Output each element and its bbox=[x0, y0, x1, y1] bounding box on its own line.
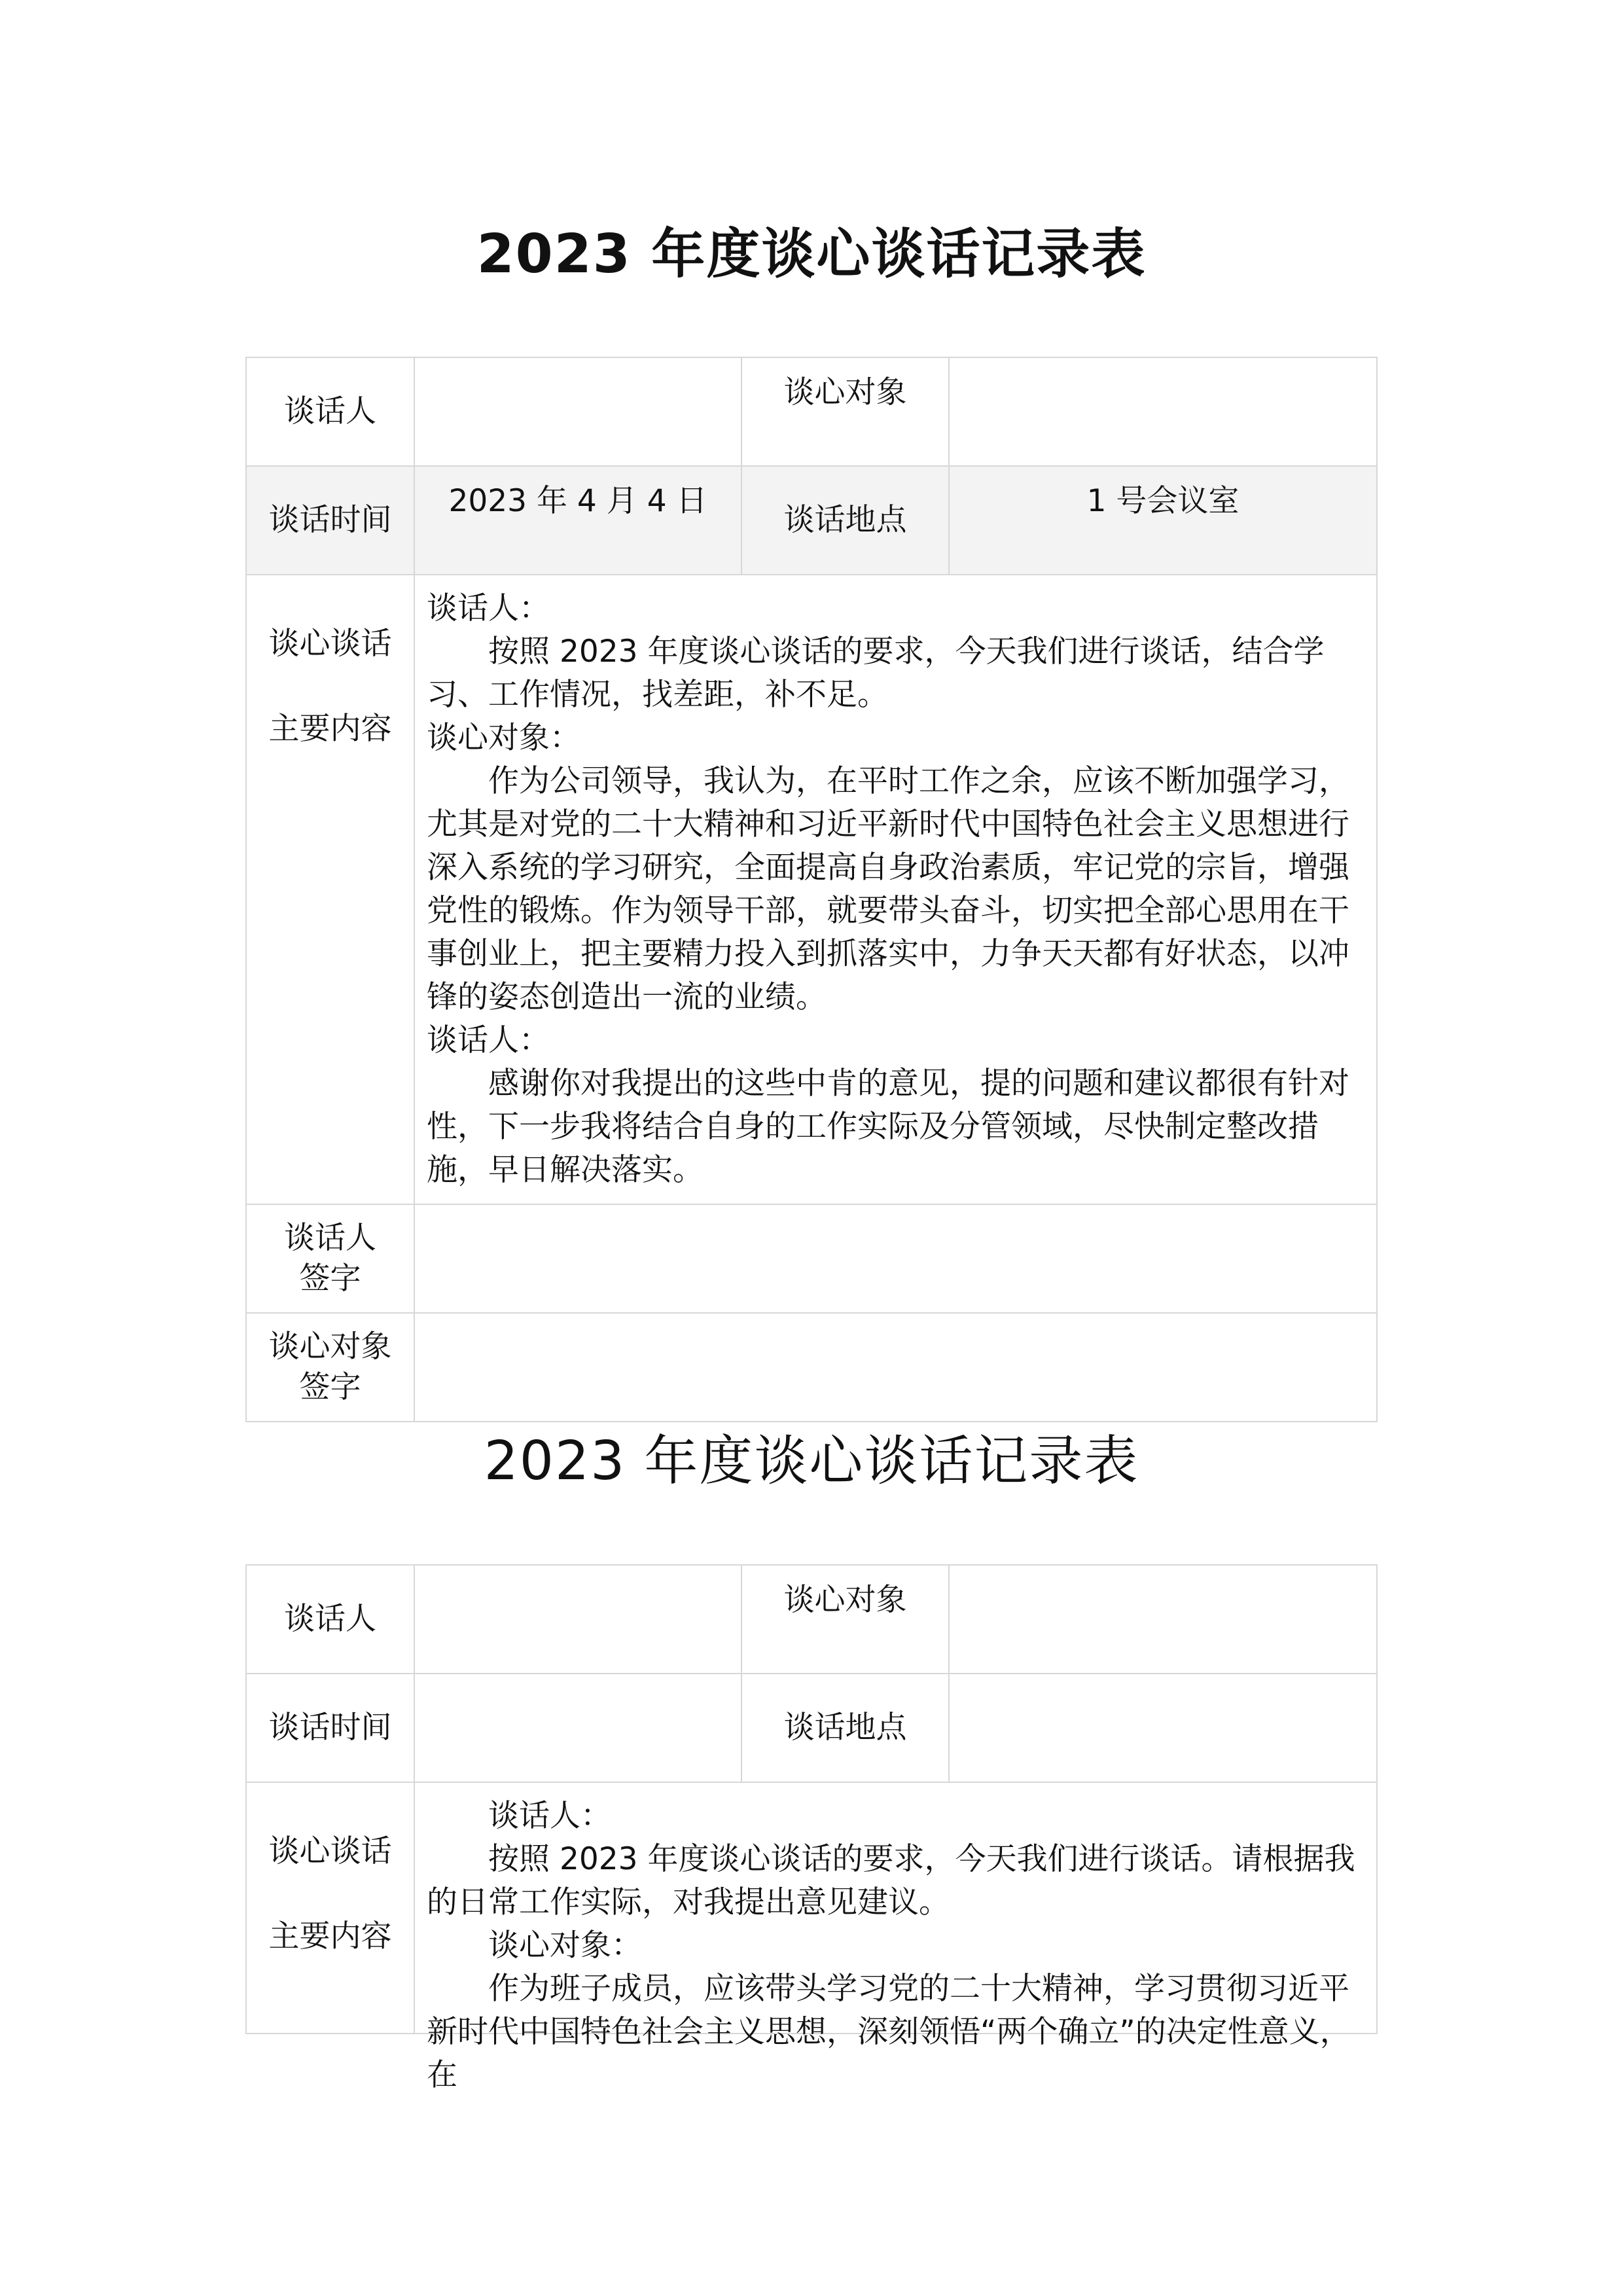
talk-record-table bbox=[245, 357, 1378, 1422]
target-sign-value[interactable] bbox=[414, 1313, 1377, 1422]
content-label bbox=[246, 575, 414, 1204]
talker-sign-label-line1: 谈话人 bbox=[284, 1220, 376, 1256]
target-value[interactable] bbox=[949, 1565, 1377, 1674]
page-title-second: 2023 年度谈心谈话记录表 bbox=[484, 1430, 1139, 1492]
content-label-line1: 谈心谈话 bbox=[268, 1833, 392, 1869]
time-value[interactable] bbox=[414, 1674, 741, 1782]
content-label-line2: 主要内容 bbox=[268, 711, 392, 747]
place-label: 谈话地点 bbox=[741, 1674, 949, 1782]
content-row bbox=[246, 1782, 1377, 2034]
time-label: 谈话时间 bbox=[246, 466, 414, 575]
content-label bbox=[246, 1782, 414, 2034]
time-value[interactable]: 2023 年 4 月 4 日 bbox=[414, 466, 741, 575]
content-value[interactable] bbox=[414, 1782, 1377, 2093]
talker-row bbox=[246, 357, 1377, 466]
place-value[interactable]: 1 号会议室 bbox=[949, 466, 1377, 575]
speaker-label: 谈话人： bbox=[427, 1022, 550, 1058]
content-label-line1: 谈心谈话 bbox=[268, 626, 392, 662]
speech-text: 作为班子成员，应该带头学习党的二十大精神，学习贯彻习近平新时代中国特色社会主义思想，深刻领悟“两个确立”的决定性意义，在 bbox=[427, 1971, 1351, 2093]
target-label: 谈心对象 bbox=[741, 1565, 949, 1674]
talker-value[interactable] bbox=[414, 357, 741, 466]
speaker-label: 谈心对象： bbox=[427, 720, 580, 756]
speaker-label: 谈话人： bbox=[488, 1798, 611, 1834]
target-sign-row bbox=[246, 1313, 1377, 1422]
talk-record-table-second bbox=[245, 1564, 1378, 2093]
place-value[interactable] bbox=[949, 1674, 1377, 1782]
speaker-label: 谈心对象： bbox=[488, 1928, 642, 1964]
target-label: 谈心对象 bbox=[741, 357, 949, 466]
target-sign-label-line2: 签字 bbox=[299, 1369, 361, 1405]
content-value[interactable] bbox=[414, 575, 1377, 1204]
content-label-line2: 主要内容 bbox=[268, 1918, 392, 1954]
time-label: 谈话时间 bbox=[246, 1674, 414, 1782]
talker-sign-label bbox=[246, 1204, 414, 1313]
time-place-row bbox=[246, 466, 1377, 575]
page-title: 2023 年度谈心谈话记录表 bbox=[476, 223, 1147, 285]
target-value[interactable] bbox=[949, 357, 1377, 466]
content-row bbox=[246, 575, 1377, 1204]
speech-text: 按照 2023 年度谈心谈话的要求，今天我们进行谈话，结合学习、工作情况，找差距，补不足。 bbox=[427, 634, 1325, 713]
target-sign-label-line1: 谈心对象 bbox=[268, 1329, 392, 1365]
time-place-row bbox=[246, 1674, 1377, 1782]
speech-text: 按照 2023 年度谈心谈话的要求，今天我们进行谈话。请根据我的日常工作实际，对我提出意见建议。 bbox=[427, 1841, 1355, 1920]
talker-value[interactable] bbox=[414, 1565, 741, 1674]
talker-sign-row bbox=[246, 1204, 1377, 1313]
place-label: 谈话地点 bbox=[741, 466, 949, 575]
speech-text: 作为公司领导，我认为，在平时工作之余，应该不断加强学习，尤其是对党的二十大精神和习近平新时代中国特色社会主义思想进行深入系统的学习研究，全面提高自身政治素质，牢记党的宗旨，增强党性的锻炼。作为领导干部，就要带头奋斗，切实把全部心思用在干事创业上，把主要精力投入到抓落实中，力争天天都有好状态，以冲锋的姿态创造出一流的业绩。 bbox=[427, 763, 1349, 1015]
talker-label: 谈话人 bbox=[246, 357, 414, 466]
talker-row bbox=[246, 1565, 1377, 1674]
talker-sign-value[interactable] bbox=[414, 1204, 1377, 1313]
talker-sign-label-line2: 签字 bbox=[299, 1261, 361, 1297]
talker-label: 谈话人 bbox=[246, 1565, 414, 1674]
target-sign-label bbox=[246, 1313, 414, 1422]
speech-text: 感谢你对我提出的这些中肯的意见，提的问题和建议都很有针对性，下一步我将结合自身的工作实际及分管领域，尽快制定整改措施，早日解决落实。 bbox=[427, 1066, 1349, 1188]
speaker-label: 谈话人： bbox=[427, 590, 550, 626]
